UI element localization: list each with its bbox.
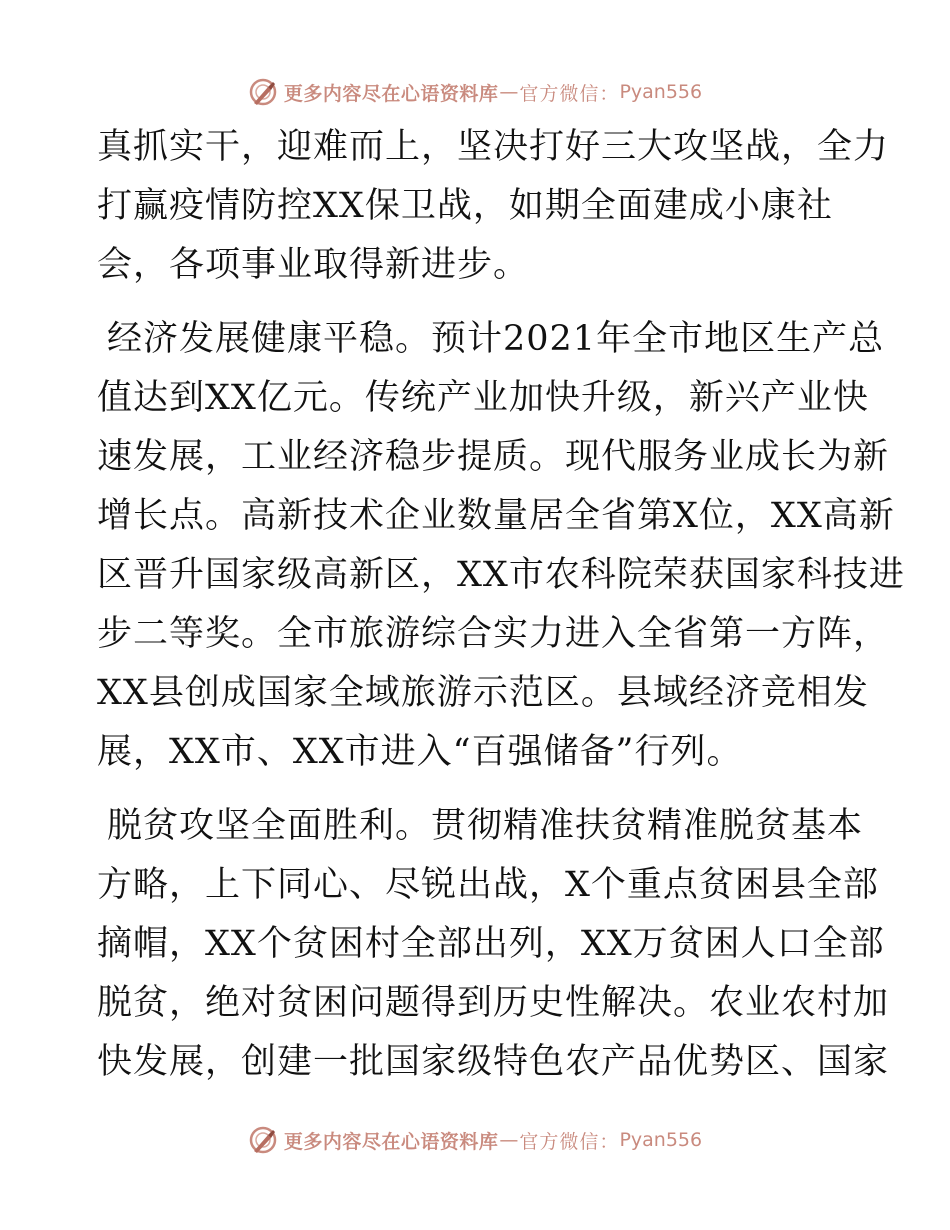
text-line: 脱贫，绝对贫困问题得到历史性解决。农业农村加 — [97, 983, 890, 1023]
text-line: 步二等奖。全市旅游综合实力进入全省第一方阵， — [97, 614, 890, 654]
text-line: 经济发展健康平稳。预计2021年全市地区生产总 — [107, 319, 885, 359]
text-line: 打赢疫情防控XX保卫战，如期全面建成小康社 — [97, 186, 833, 226]
footer-banner — [0, 1120, 950, 1160]
text-line: 会，各项事业取得新进步。 — [97, 245, 530, 285]
paragraph-2 — [97, 310, 905, 782]
text-line: XX县创成国家全域旅游示范区。县域经济竞相发 — [97, 673, 869, 713]
banner-separator: — — [499, 81, 519, 103]
text-line: 增长点。高新技术企业数量居全省第X位，XX高新 — [97, 496, 895, 536]
text-line: 摘帽，XX个贫困村全部出列，XX万贫困人口全部 — [97, 924, 885, 964]
paragraph-3 — [97, 797, 890, 1092]
header-banner — [0, 72, 950, 112]
pen-circle-logo-icon — [248, 1125, 278, 1155]
document-body — [97, 118, 905, 1092]
banner-wechat-handle: Pyan556 — [619, 1129, 703, 1151]
paragraph-1 — [97, 118, 890, 295]
text-line: 方略，上下同心、尽锐出战，X个重点贫困县全部 — [97, 865, 879, 905]
text-line: 区晋升国家级高新区，XX市农科院荣获国家科技进 — [97, 555, 905, 595]
banner-wechat-label: 官方微信： — [519, 82, 620, 105]
pen-circle-logo-icon — [248, 77, 278, 107]
banner-wechat-handle: Pyan556 — [619, 81, 703, 103]
text-line: 真抓实干，迎难而上，坚决打好三大攻坚战，全力 — [97, 127, 890, 167]
text-line: 脱贫攻坚全面胜利。贯彻精准扶贫精准脱贫基本 — [107, 806, 864, 846]
text-line: 快发展，创建一批国家级特色农产品优势区、国家 — [97, 1042, 890, 1082]
banner-site-text: 更多内容尽在心语资料库 — [283, 82, 499, 105]
text-line: 值达到XX亿元。传统产业加快升级，新兴产业快 — [97, 378, 869, 418]
banner-site-text: 更多内容尽在心语资料库 — [283, 1130, 499, 1153]
banner-separator: — — [499, 1129, 519, 1151]
banner-wechat-label: 官方微信： — [519, 1130, 620, 1153]
text-line: 展，XX市、XX市进入“百强储备”行列。 — [97, 732, 743, 772]
text-line: 速发展，工业经济稳步提质。现代服务业成长为新 — [97, 437, 890, 477]
